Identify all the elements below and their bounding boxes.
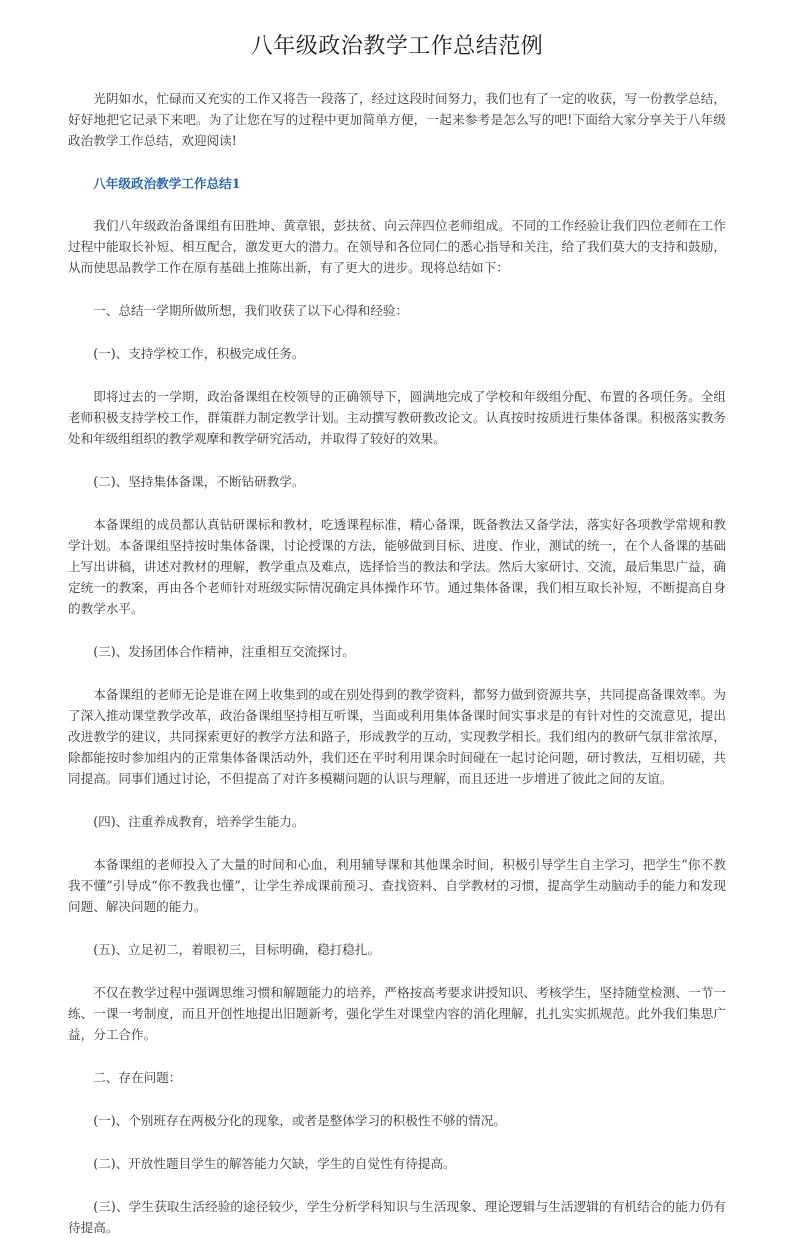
problem-1: (一)、个别班存在两极分化的现象，或者是整体学习的积极性不够的情况。 — [93, 1113, 507, 1128]
paragraph-collective: 本备课组的成员都认真钻研课标和教材，吃透课程标准，精心备课，既备教法又备学法，落实好各项教学常规和教学计划。本备课组坚持按时集体备课，讨论授课的方法，能够做到目标、进度、作业，测试的统一，在个人备课的基础上写出讲稿，讲述对教材的理解，教学重点及难点，选择恰当的教法和学法。然后大家研讨、交流，最后集思广益，确定统一的教案，再由各个老师针对班级实际情况确定具体操作环节。通过集体备课，我们相互取长补短，不断提高自身的教学水平。 — [68, 517, 726, 616]
paragraph-team: 我们八年级政治备课组有田胜坤、黄章银，彭扶贫、向云萍四位老师组成。不同的工作经验让我们四位老师在工作过程中能取长补短、相互配合，激发更大的潜力。在领导和各位同仁的悉心指导和关注，给了我们莫大的支持和鼓励，从而使思品教学工作在原有基础上推陈出新，有了更大的进步。现将总结如下： — [68, 218, 726, 275]
paragraph-habits: 本备课组的老师投入了大量的时间和心血，利用辅导课和其他课余时间，积极引导学生自主学习，把学生“你不教我不懂”引导成“你不教我也懂”，让学生养成课前预习、查找资料、自学教材的习惯，提高学生动脑动手的能力和发现问题、解决问题的能力。 — [68, 857, 726, 914]
heading-problems: 二、存在问题： — [93, 1070, 182, 1085]
subheading-2: (二)、坚持集体备课，不断钻研教学。 — [93, 474, 305, 489]
paragraph-grade: 不仅在教学过程中强调思维习惯和解题能力的培养，严格按高考要求讲授知识、考核学生，坚持随堂检测、一节一练、一课一考制度，而且开创性地提出旧题新考，强化学生对课堂内容的消化理解，扎扎实实抓规范。此外我们集思广益，分工合作。 — [68, 985, 726, 1042]
section-title: 八年级政治教学工作总结1 — [93, 176, 241, 191]
intro-paragraph: 光阴如水，忙碌而又充实的工作又将告一段落了，经过这段时间努力，我们也有了一定的收获，写一份教学总结，好好地把它记录下来吧。为了让您在写的过程中更加简单方便，一起来参考是怎么写的吧!下面给大家分享关于八年级政治教学工作总结，欢迎阅读! — [68, 91, 726, 148]
page-title: 八年级政治教学工作总结范例 — [250, 34, 544, 59]
problem-2: (二)、开放性题目学生的解答能力欠缺，学生的自觉性有待提高。 — [93, 1156, 456, 1171]
subheading-5: (五)、立足初二，着眼初三，目标明确，稳打稳扎。 — [93, 942, 381, 957]
problem-3: (三)、学生获取生活经验的途径较少，学生分析学科知识与生活现象、理论逻辑与生活逻辑的有机结合的能力仍有待提高。 — [68, 1199, 726, 1235]
subheading-1: (一)、支持学校工作，积极完成任务。 — [93, 346, 305, 361]
heading-summary: 一、总结一学期所做所想，我们收获了以下心得和经验： — [93, 303, 409, 318]
subheading-3: (三)、发扬团体合作精神，注重相互交流探讨。 — [93, 644, 355, 659]
paragraph-support: 即将过去的一学期，政治备课组在校领导的正确领导下，圆满地完成了学校和年级组分配、布置的各项任务。全组老师积极支持学校工作，群策群力制定教学计划。主动撰写教研教改论文。认真按时按质进行集体备课。积极落实教务处和年级组组织的教学观摩和教学研究活动，并取得了较好的效果。 — [68, 389, 726, 446]
subheading-4: (四)、注重养成教育，培养学生能力。 — [93, 814, 305, 829]
paragraph-teamwork: 本备课组的老师无论是谁在网上收集到的或在别处得到的教学资料，都努力做到资源共享，共同提高备课效率。为了深入推动课堂教学改革，政治备课组坚持相互听课，当面或利用集体备课时间实事求是的有针对性的交流意见，提出改进教学的建议，共同探索更好的教学方法和路子，形成教学的互动，实现教学相长。我们组内的教研气氛非常浓厚，除都能按时参加组内的正常集体备课活动外，我们还在平时利用课余时间碰在一起讨论问题，研讨教法，互相切磋，共同提高。同事们通过讨论，不但提高了对许多模糊问题的认识与理解，而且还进一步增进了彼此之间的友谊。 — [68, 687, 726, 786]
